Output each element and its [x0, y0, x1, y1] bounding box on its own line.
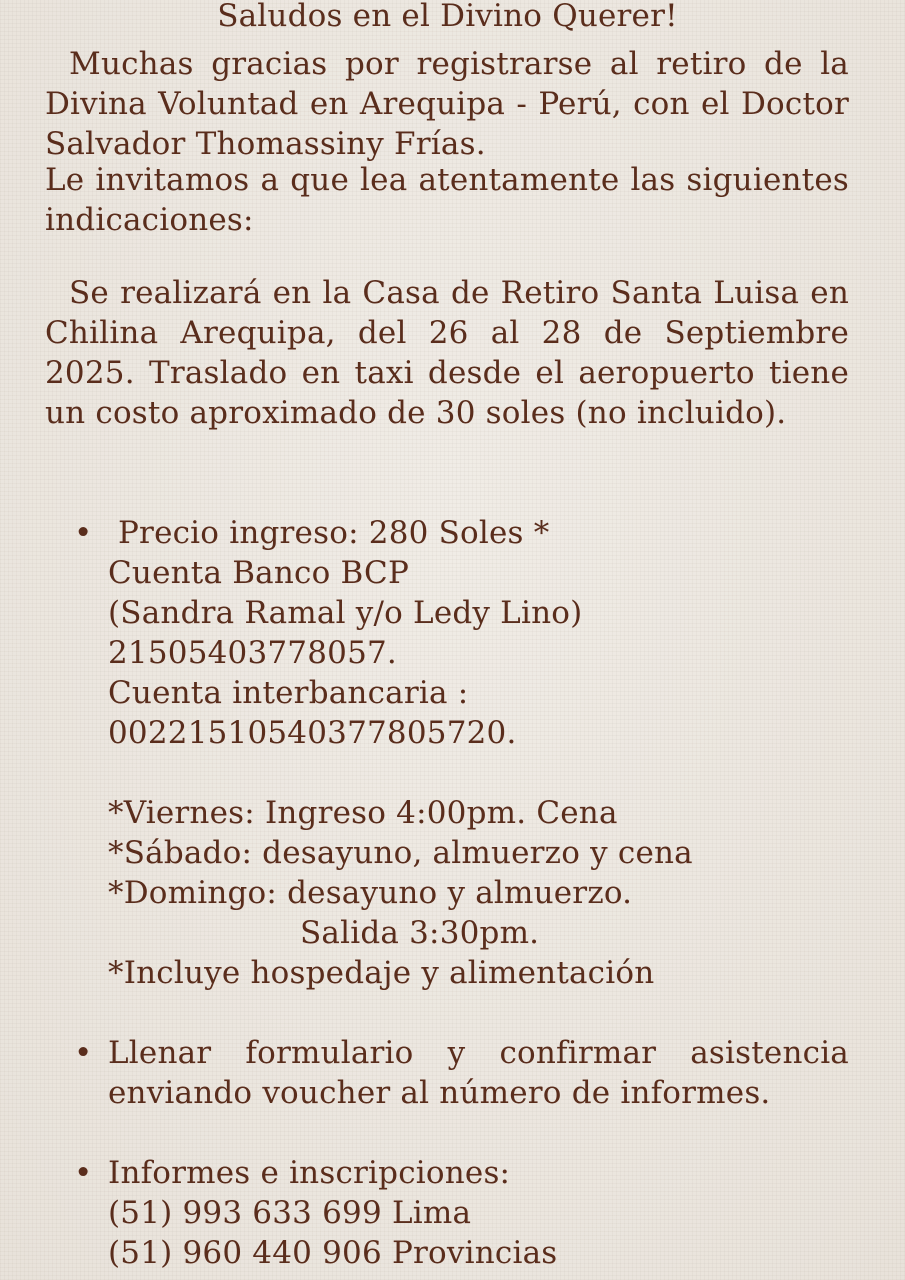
price-line: Precio ingreso: 280 Soles *	[118, 515, 550, 551]
account-number-line: 21505403778057.	[108, 635, 397, 671]
contact-heading: Informes e inscripciones:	[108, 1155, 511, 1191]
bullet-marker: •	[74, 515, 93, 551]
schedule-saturday: *Sábado: desayuno, almuerzo y cena	[108, 835, 693, 871]
contact-phone-provinces: (51) 960 440 906 Provincias	[108, 1235, 558, 1271]
form-line-1: Llenar formulario y confirmar asistencia	[108, 1035, 849, 1071]
bullet-marker: •	[74, 1155, 93, 1191]
intro-paragraph: Muchas gracias por registrarse al retiro de la Divina Voluntad en Arequipa - Perú, con el Doctor Salvador Thomassiny Frías.	[45, 46, 849, 162]
schedule-block	[108, 793, 849, 993]
interbank-number-line: 00221510540377805720.	[108, 715, 517, 751]
form-item	[108, 1033, 849, 1113]
bullet-marker: •	[74, 1035, 93, 1071]
contact-phone-lima: (51) 993 633 699 Lima	[108, 1195, 472, 1231]
greeting-heading: Saludos en el Divino Querer!	[217, 0, 678, 34]
price-item	[108, 513, 849, 753]
bank-line: Cuenta Banco BCP	[108, 555, 410, 591]
invite-paragraph: Le invitamos a que lea atentamente las siguientes indicaciones:	[45, 162, 849, 238]
account-holders-line: (Sandra Ramal y/o Ledy Lino)	[108, 595, 583, 631]
schedule-departure: Salida 3:30pm.	[300, 915, 540, 951]
interbank-label-line: Cuenta interbancaria :	[108, 675, 469, 711]
venue-paragraph: Se realizará en la Casa de Retiro Santa Luisa en Chilina Arequipa, del 26 al 28 de Septiembre 2025. Traslado en taxi desde el aeropuerto tiene un costo aproximado de 30 soles (no incluido).	[45, 275, 849, 431]
form-line-2: enviando voucher al número de informes.	[108, 1075, 771, 1111]
schedule-friday: *Viernes: Ingreso 4:00pm. Cena	[108, 795, 618, 831]
schedule-sunday: *Domingo: desayuno y almuerzo.	[108, 875, 633, 911]
schedule-includes: *Incluye hospedaje y alimentación	[108, 955, 655, 991]
contact-item	[108, 1153, 849, 1273]
